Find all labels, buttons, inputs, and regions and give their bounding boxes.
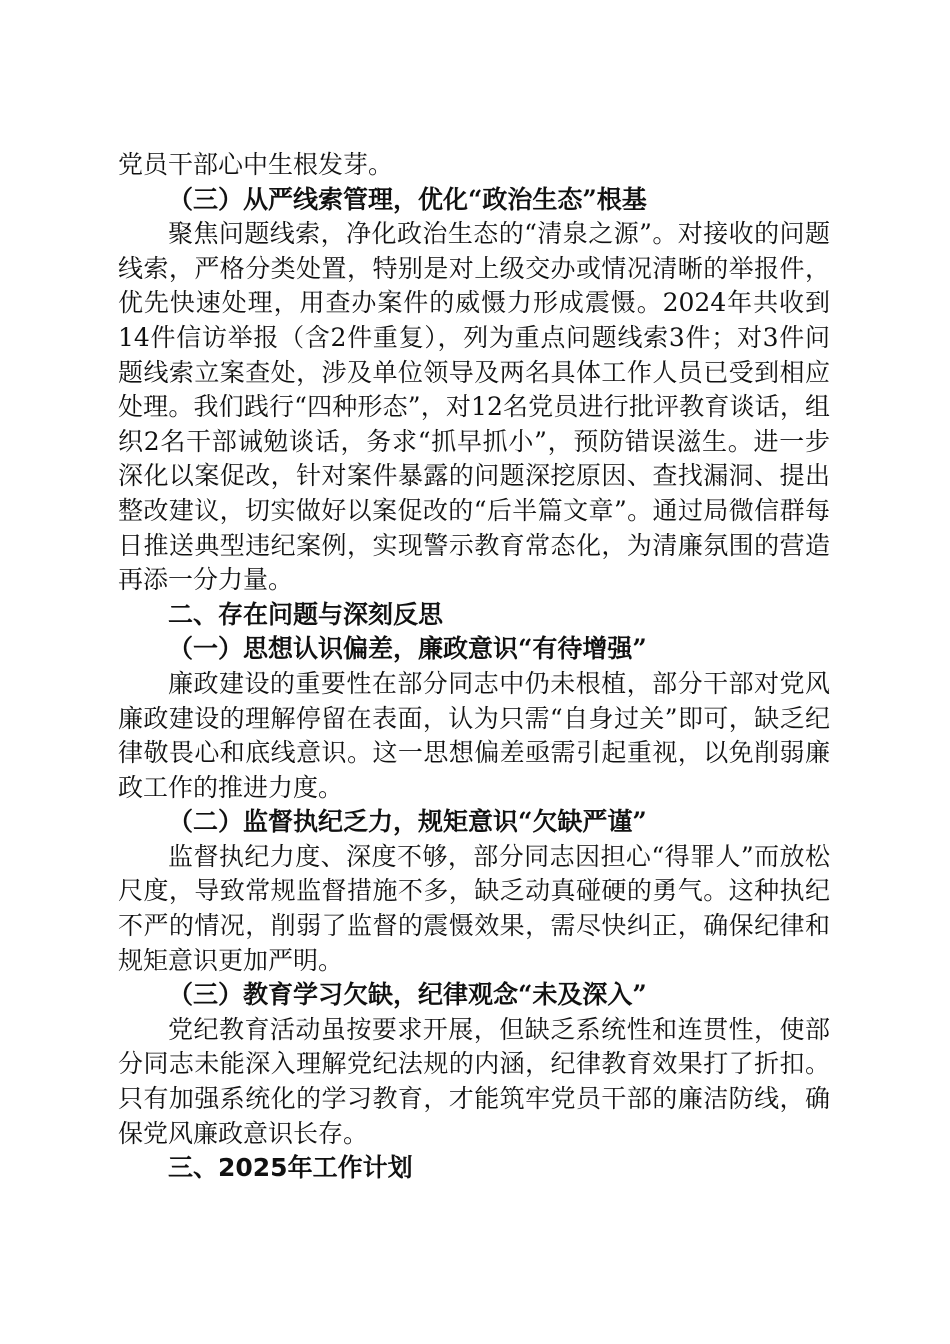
paragraph-continued: 党员干部心中生根发芽。 [118, 150, 394, 179]
section-heading: 三、2025年工作计划 [168, 1153, 413, 1183]
section-heading: 二、存在问题与深刻反思 [168, 599, 444, 629]
body-paragraph: 聚焦问题线索，净化政治生态的“清泉之源”。对接收的问题线索，严格分类处置，特别是对上级交办或情况清晰的举报件，优先快速处理，用查办案件的威慑力形成震慑。2024年共收到14件信访举报（含2件重复），列为重点问题线索3件；对3件问题线索立案查处，涉及单位领导及两名具体工作人员已受到相应处理。我们践行“四种形态”，对12名党员进行批评教育谈话，组织2名干部诫勉谈话，务求“抓早抓小”，预防错误滋生。进一步深化以案促改，针对案件暴露的问题深挖原因、查找漏洞、提出整改建议，切实做好以案促改的“后半篇文章”。通过局微信群每日推送典型违纪案例，实现警示教育常态化，为清廉氛围的营造再添一分力量。 [118, 219, 830, 595]
subheading: （二）监督执纪乏力，规矩意识“欠缺严谨” [168, 807, 647, 837]
body-paragraph: 党纪教育活动虽按要求开展，但缺乏系统性和连贯性，使部分同志未能深入理解党纪法规的内涵，纪律教育效果打了折扣。只有加强系统化的学习教育，才能筑牢党员干部的廉洁防线，确保党风廉政意识长存。 [118, 1014, 830, 1148]
document-page [118, 148, 830, 1186]
body-paragraph: 监督执纪力度、深度不够，部分同志因担心“得罪人”而放松尺度，导致常规监督措施不多，缺乏动真碰硬的勇气。这种执纪不严的情况，削弱了监督的震慑效果，需尽快纠正，确保纪律和规矩意识更加严明。 [118, 841, 830, 975]
subheading: （三）教育学习欠缺，纪律观念“未及深入” [168, 980, 647, 1010]
body-paragraph: 廉政建设的重要性在部分同志中仍未根植，部分干部对党风廉政建设的理解停留在表面，认为只需“自身过关”即可，缺乏纪律敬畏心和底线意识。这一思想偏差亟需引起重视，以免削弱廉政工作的推进力度。 [118, 668, 830, 802]
subheading: （三）从严线索管理，优化“政治生态”根基 [168, 184, 647, 214]
subheading: （一）思想认识偏差，廉政意识“有待增强” [168, 634, 647, 664]
